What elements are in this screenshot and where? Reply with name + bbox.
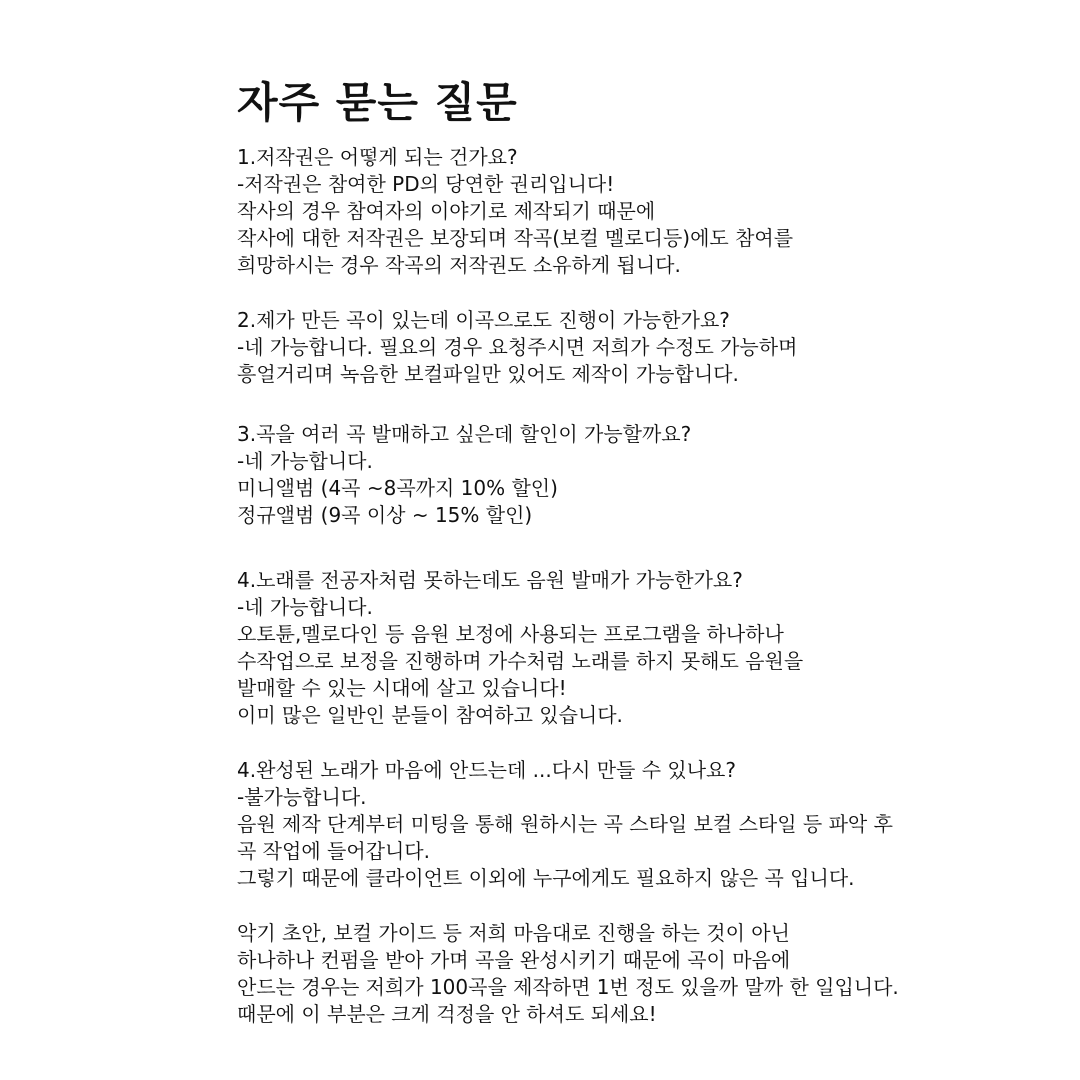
note-text: 악기 초안, 보컬 가이드 등 저희 마음대로 진행을 하는 것이 아닌 xyxy=(237,921,790,945)
section-spacer xyxy=(237,729,1057,757)
section-spacer xyxy=(237,529,1057,567)
note-text: 안드는 경우는 저희가 100곡을 제작하면 1번 정도 있을까 말까 한 일입니다. xyxy=(237,975,899,999)
question-text: 4.완성된 노래가 마음에 안드는데 ...다시 만들 수 있나요? xyxy=(237,758,736,782)
answer-text: -네 가능합니다. 필요의 경우 요청주시면 저희가 수정도 가능하며 xyxy=(237,335,798,359)
question-text: 3.곡을 여러 곡 발매하고 싶은데 할인이 가능할까요? xyxy=(237,422,692,446)
answer-text: 정규앨범 (9곡 이상 ~ 15% 할인) xyxy=(237,503,533,527)
section-spacer xyxy=(237,388,1057,421)
faq-remake xyxy=(237,757,1057,892)
answer-text: 이미 많은 일반인 분들이 참여하고 있습니다. xyxy=(237,703,623,727)
page-title: 자주 묻는 질문 xyxy=(237,78,518,127)
note-text: 때문에 이 부분은 크게 걱정을 안 하셔도 되세요! xyxy=(237,1002,657,1026)
question-text: 1.저작권은 어떻게 되는 건가요? xyxy=(237,145,518,169)
faq-singing-skill xyxy=(237,567,1057,729)
answer-text: 희망하시는 경우 작곡의 저작권도 소유하게 됩니다. xyxy=(237,253,681,277)
question-text: 2.제가 만든 곡이 있는데 이곡으로도 진행이 가능한가요? xyxy=(237,308,730,332)
section-spacer xyxy=(237,892,1057,920)
answer-text: 그렇기 때문에 클라이언트 이외에 누구에게도 필요하지 않은 곡 입니다. xyxy=(237,866,855,890)
answer-text: 흥얼거리며 녹음한 보컬파일만 있어도 제작이 가능합니다. xyxy=(237,362,739,386)
answer-text: 수작업으로 보정을 진행하며 가수처럼 노래를 하지 못해도 음원을 xyxy=(237,649,804,673)
answer-text: 작사에 대한 저작권은 보장되며 작곡(보컬 멜로디등)에도 참여를 xyxy=(237,226,794,250)
question-text: 4.노래를 전공자처럼 못하는데도 음원 발매가 가능한가요? xyxy=(237,568,743,592)
answer-text: 미니앨범 (4곡 ~8곡까지 10% 할인) xyxy=(237,476,558,500)
faq-closing-note xyxy=(237,920,1057,1028)
section-spacer xyxy=(237,279,1057,307)
faq-own-song xyxy=(237,307,1057,388)
answer-text: -네 가능합니다. xyxy=(237,595,373,619)
answer-text: -네 가능합니다. xyxy=(237,449,373,473)
faq-copyright xyxy=(237,144,1057,279)
answer-text: 오토튠,멜로다인 등 음원 보정에 사용되는 프로그램을 하나하나 xyxy=(237,622,784,646)
faq-page xyxy=(237,76,1057,1028)
answer-text: -불가능합니다. xyxy=(237,785,367,809)
faq-discount xyxy=(237,421,1057,529)
answer-text: 음원 제작 단계부터 미팅을 통해 원하시는 곡 스타일 보컬 스타일 등 파악 후 xyxy=(237,812,893,836)
answer-text: 발매할 수 있는 시대에 살고 있습니다! xyxy=(237,676,567,700)
answer-text: -저작권은 참여한 PD의 당연한 권리입니다! xyxy=(237,172,615,196)
answer-text: 작사의 경우 참여자의 이야기로 제작되기 때문에 xyxy=(237,199,656,223)
answer-text: 곡 작업에 들어갑니다. xyxy=(237,839,430,863)
note-text: 하나하나 컨펌을 받아 가며 곡을 완성시키기 때문에 곡이 마음에 xyxy=(237,948,791,972)
